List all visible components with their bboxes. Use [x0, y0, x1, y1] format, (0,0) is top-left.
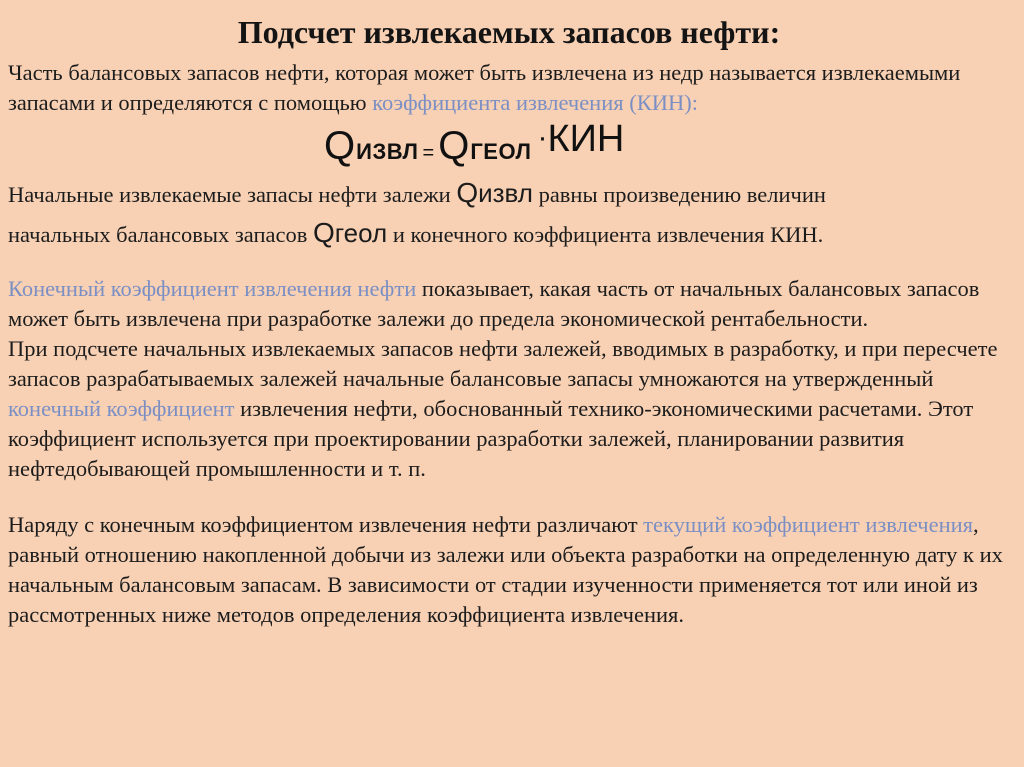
final-coef-paragraph — [8, 274, 1010, 334]
inline-q-geol — [313, 218, 387, 248]
current-coef-paragraph — [8, 510, 1010, 630]
formula-dot: · — [537, 121, 548, 154]
q-symbol: Q — [312, 217, 335, 248]
inline-q-izvl — [456, 178, 533, 208]
formula-equals: = — [422, 142, 435, 164]
current-coef-highlight: текущий коэффициент извлечения — [643, 512, 974, 537]
initial-line-1 — [8, 174, 1010, 214]
spacer — [8, 254, 1010, 274]
initial-text-1: Начальные извлекаемые запасы нефти залежи — [8, 182, 457, 207]
recalc-paragraph — [8, 334, 1010, 484]
initial-text-2: равны произведению величин — [532, 182, 826, 207]
formula-right-q: Q — [438, 124, 471, 168]
intro-text: Часть балансовых запасов нефти, которая может быть извлечена из недр называется извлекаемыми запасами и определяются с помощью — [8, 60, 961, 115]
q-symbol: Q — [456, 177, 479, 208]
formula-left-sub: ИЗВЛ — [356, 139, 419, 164]
initial-line-2 — [8, 214, 1010, 254]
final-coef-text: показывает, какая часть от начальных балансовых запасов может быть извлечена при разработке залежи до предела экономической рентабельности. — [8, 276, 980, 331]
initial-reserves-block — [8, 174, 1010, 254]
current-coef-text-after: , равный отношению накопленной добычи из залежи или объекта разработки на определенную дату к их начальным балансовым запасам. В зависимости от стадии изученности применяется тот или иной из рассмотренных ниже методов определения коэффициента извлечения. — [8, 512, 1003, 627]
initial-text-3: начальных балансовых запасов — [8, 222, 313, 247]
initial-text-4: и конечного коэффициента извлечения КИН. — [387, 222, 824, 247]
formula-right-sub: ГЕОЛ — [470, 139, 532, 164]
recalc-text-before: При подсчете начальных извлекаемых запасов нефти залежей, вводимых в разработку, и при пересчете запасов разрабатываемых залежей начальные балансовые запасы умножаются на утвержденный — [8, 336, 998, 391]
page-title: Подсчет извлекаемых запасов нефти: — [237, 14, 781, 50]
formula-left-q: Q — [324, 124, 357, 168]
q-subscript: геол — [334, 218, 388, 248]
spacer — [8, 484, 1010, 510]
current-coef-text-before: Наряду с конечным коэффициентом извлечения нефти различают — [8, 512, 644, 537]
q-subscript: извл — [478, 178, 533, 208]
recalc-highlight: конечный коэффициент — [8, 396, 235, 421]
recalc-text-after: извлечения нефти, обоснованный технико-экономическими расчетами. Этот коэффициент используется при проектировании разработки залежей, планировании развития нефтедобывающей промышленности и т. п. — [8, 396, 974, 481]
formula-factor: КИН — [547, 118, 625, 160]
final-coef-highlight: Конечный коэффициент извлечения нефти — [8, 276, 417, 301]
intro-paragraph — [8, 58, 1010, 118]
formula — [324, 118, 1010, 174]
intro-highlight: коэффициента извлечения (КИН): — [372, 90, 698, 115]
